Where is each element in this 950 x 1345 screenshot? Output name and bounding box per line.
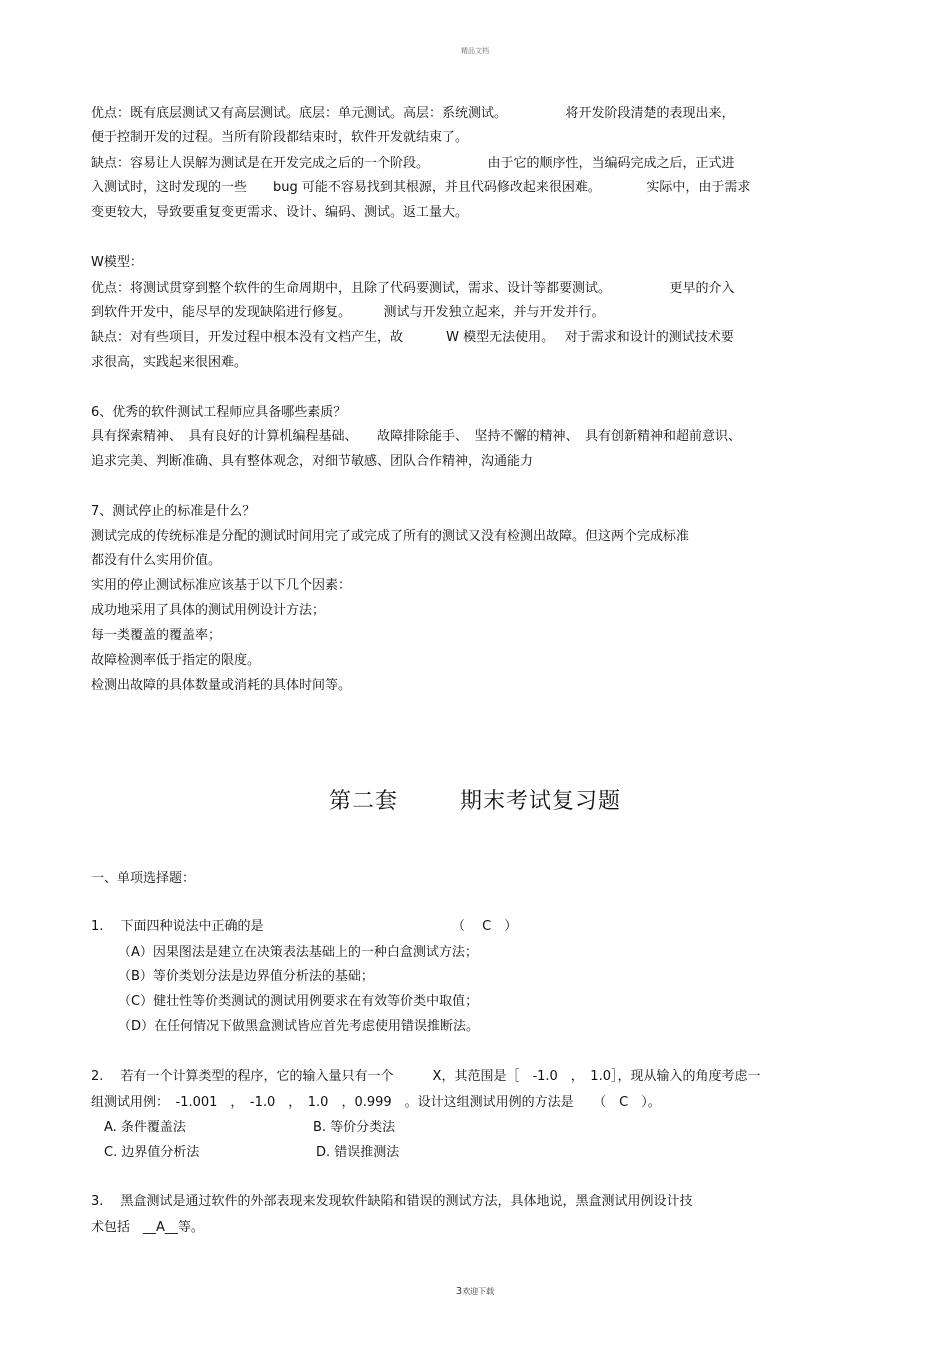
exam-title-part2: 期末考试复习题 bbox=[460, 789, 622, 814]
v-model-line-4: 入测试时，这时发现的一些 bug 可能不容易找到其根源，并且代码修改起来很困难。 实际中，由于需求 bbox=[91, 180, 751, 195]
q3-stem-line-2: 术包括 __A__等。 bbox=[91, 1220, 204, 1235]
w-model-line-2: 到软件开发中，能尽早的发现缺陷进行修复。 测试与开发独立起来，并与开发并行。 bbox=[91, 305, 605, 320]
v-model-line-1: 优点：既有底层测试又有高层测试。底层：单元测试。高层：系统测试。 将开发阶段清楚的表现出来， bbox=[91, 106, 735, 121]
q6-question: 6、优秀的软件测试工程师应具备哪些素质？ bbox=[91, 405, 347, 420]
q2-stem-line-2: 组测试用例： -1.001 ， -1.0 ， 1.0 ，0.999 。设计这组测试用例的方法是 （ C ）。 bbox=[91, 1095, 661, 1110]
w-model-line-3: 缺点：对有些项目，开发过程中根本没有文档产生，故 W 模型无法使用。 对于需求和设计的测试技术要 bbox=[91, 330, 734, 345]
q2-option-c: C. 边界值分析法 bbox=[104, 1145, 200, 1160]
q1-option-a: （A）因果图法是建立在决策表法基础上的一种白盒测试方法； bbox=[118, 945, 478, 960]
w-model-line-1: 优点：将测试贯穿到整个软件的生命周期中，且除了代码要测试，需求、设计等都要测试。 更早的介入 bbox=[91, 281, 735, 296]
exam-title-part1: 第二套 bbox=[328, 789, 398, 814]
q7-question: 7、测试停止的标准是什么？ bbox=[91, 504, 256, 519]
page-header: 精品文档 bbox=[461, 47, 489, 55]
page-footer bbox=[0, 1286, 950, 1297]
q1-option-d: （D）在任何情况下做黑盒测试皆应首先考虑使用错误推断法。 bbox=[118, 1019, 480, 1034]
q2-option-a: A. 条件覆盖法 bbox=[104, 1120, 186, 1135]
q7-line-6: 故障检测率低于指定的限度。 bbox=[91, 653, 261, 668]
q6-line-1: 具有探索精神、 具有良好的计算机编程基础、 故障排除能手、 坚持不懈的精神、 具有创新精神和超前意识、 bbox=[91, 429, 742, 444]
q7-line-1: 测试完成的传统标准是分配的测试时间用完了或完成了所有的测试又没有检测出故障。但这两个完成标准 bbox=[91, 529, 690, 544]
section1-heading: 一、单项选择题： bbox=[91, 871, 196, 886]
q7-line-2: 都没有什么实用价值。 bbox=[91, 553, 222, 568]
footer-text: 欢迎下载 bbox=[462, 1287, 495, 1296]
q1-option-b: （B）等价类划分法是边界值分析法的基础； bbox=[118, 969, 374, 984]
w-model-line-4: 求很高，实践起来很困难。 bbox=[91, 355, 248, 370]
q2-option-b: B. 等价分类法 bbox=[313, 1120, 396, 1135]
q1-option-c: （C）健壮性等价类测试的测试用例要求在有效等价类中取值； bbox=[118, 994, 479, 1009]
q7-line-7: 检测出故障的具体数量或消耗的具体时间等。 bbox=[91, 678, 352, 693]
page-number: 3 bbox=[455, 1286, 463, 1297]
q2-option-d: D. 错误推测法 bbox=[316, 1145, 400, 1160]
q7-line-5: 每一类覆盖的覆盖率； bbox=[91, 628, 222, 643]
w-model-heading: W模型： bbox=[91, 255, 143, 270]
q7-line-3: 实用的停止测试标准应该基于以下几个因素： bbox=[91, 578, 352, 593]
q3-stem-line-1: 3. 黑盒测试是通过软件的外部表现来发现软件缺陷和错误的测试方法，具体地说，黑盒测试用例设计技 bbox=[91, 1194, 693, 1209]
q7-line-4: 成功地采用了具体的测试用例设计方法； bbox=[91, 603, 326, 618]
v-model-line-2: 便于控制开发的过程。当所有阶段都结束时，软件开发就结束了。 bbox=[91, 130, 469, 145]
v-model-line-5: 变更较大，导致要重复变更需求、设计、编码、测试。返工量大。 bbox=[91, 205, 469, 220]
exam-title bbox=[0, 784, 950, 815]
q6-line-2: 追求完美、判断准确、具有整体观念，对细节敏感、团队合作精神，沟通能力 bbox=[91, 454, 534, 469]
v-model-line-3: 缺点：容易让人误解为测试是在开发完成之后的一个阶段。 由于它的顺序性，当编码完成之后，正式进 bbox=[91, 156, 735, 171]
q2-stem-line-1: 2. 若有一个计算类型的程序，它的输入量只有一个 X，其范围是［ -1.0 ， 1.0］，现从输入的角度考虑一 bbox=[91, 1069, 761, 1084]
q1-stem: 1. 下面四种说法中正确的是 （ C ） bbox=[91, 919, 518, 934]
